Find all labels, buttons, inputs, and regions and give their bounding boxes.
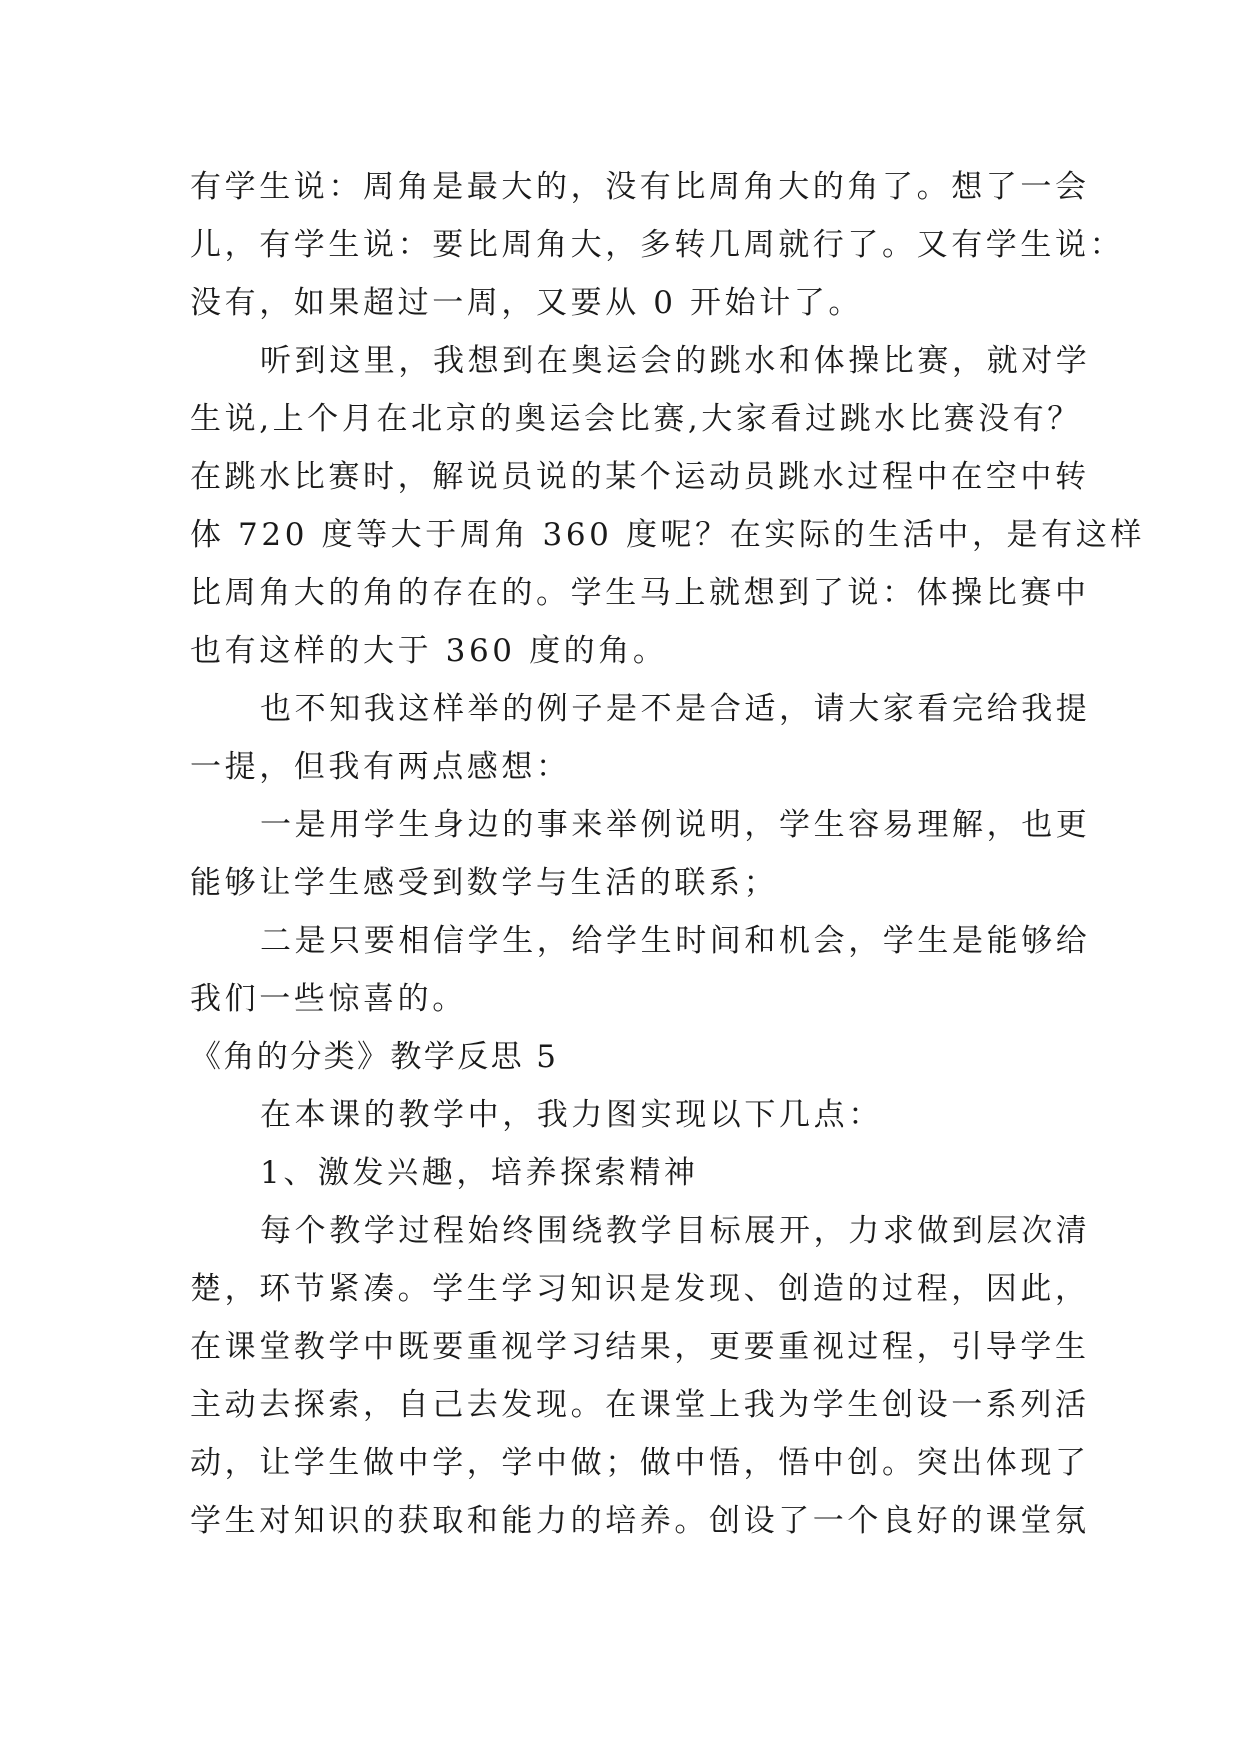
text-line: 二是只要相信学生，给学生时间和机会，学生是能够给 — [260, 923, 1091, 959]
text-line: 动，让学生做中学，学中做；做中悟，悟中创。突出体现了 — [190, 1445, 1090, 1481]
text-line: 主动去探索，自己去发现。在课堂上我为学生创设一系列活 — [190, 1387, 1090, 1423]
document-body — [190, 158, 1145, 1550]
text-line: 在跳水比赛时，解说员说的某个运动员跳水过程中在空中转 — [190, 459, 1090, 495]
text-line: 1、激发兴趣，培养探索精神 — [260, 1155, 699, 1191]
text-line: 听到这里，我想到在奥运会的跳水和体操比赛，就对学 — [260, 343, 1091, 379]
text-line: 生说,上个月在北京的奥运会比赛,大家看过跳水比赛没有？ — [190, 401, 1082, 437]
text-line: 一提，但我有两点感想： — [190, 749, 571, 785]
text-line: 我们一些惊喜的。 — [190, 981, 467, 1017]
text-line: 也不知我这样举的例子是不是合适，请大家看完给我提 — [260, 691, 1091, 727]
text-line: 也有这样的大于 360 度的角。 — [190, 633, 668, 669]
text-line: 能够让学生感受到数学与生活的联系； — [190, 865, 779, 901]
text-line: 在课堂教学中既要重视学习结果，更要重视过程，引导学生 — [190, 1329, 1090, 1365]
section-heading: 《角的分类》教学反思 5 — [190, 1039, 559, 1075]
text-line: 在本课的教学中，我力图实现以下几点： — [260, 1097, 883, 1133]
text-line: 儿，有学生说：要比周角大，多转几周就行了。又有学生说： — [190, 227, 1125, 263]
text-line: 有学生说：周角是最大的，没有比周角大的角了。想了一会 — [190, 169, 1090, 205]
text-line: 一是用学生身边的事来举例说明，学生容易理解，也更 — [260, 807, 1091, 843]
text-line: 比周角大的角的存在的。学生马上就想到了说：体操比赛中 — [190, 575, 1090, 611]
text-line: 楚，环节紧凑。学生学习知识是发现、创造的过程，因此， — [190, 1271, 1090, 1307]
text-line: 每个教学过程始终围绕教学目标展开，力求做到层次清 — [260, 1213, 1091, 1249]
text-line: 学生对知识的获取和能力的培养。创设了一个良好的课堂氛 — [190, 1503, 1090, 1539]
text-line: 没有，如果超过一周，又要从 0 开始计了。 — [190, 285, 864, 321]
text-line: 体 720 度等大于周角 360 度呢？在实际的生活中，是有这样 — [190, 517, 1145, 553]
